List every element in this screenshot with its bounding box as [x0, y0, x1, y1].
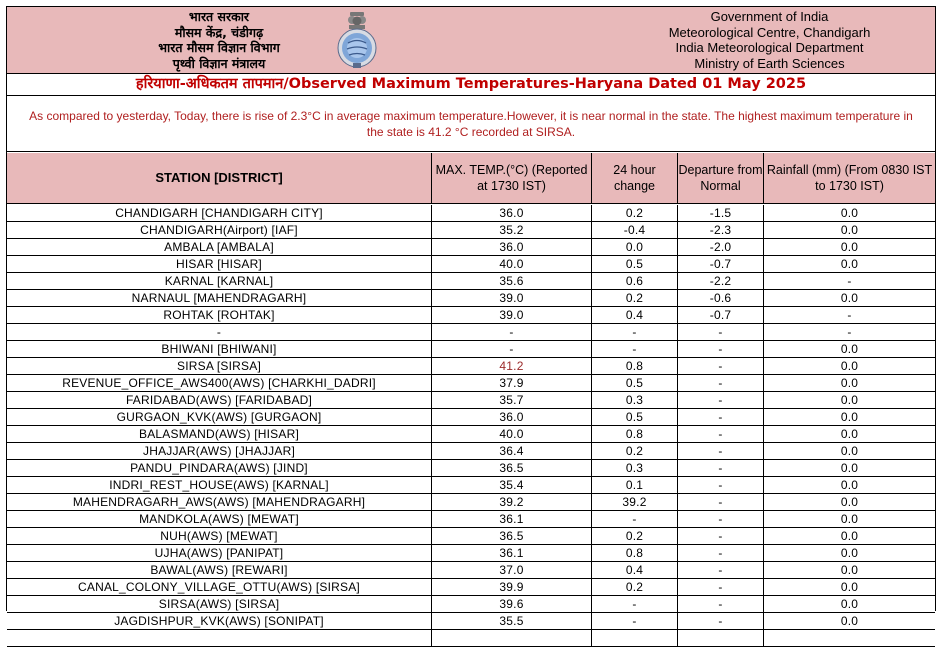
summary-text: As compared to yesterday, Today, there is rise of 2.3°C in average maximum temperature.However, it is near normal in the state. The highest maximum temperature in the state is 41.2 °C recorded at SIRSA.: [7, 96, 935, 152]
station-cell: PANDU_PINDARA(AWS) [JIND]: [7, 460, 432, 476]
table-row: [7, 256, 935, 273]
station-cell: CHANDIGARH [CHANDIGARH CITY]: [7, 205, 432, 221]
station-cell: MANDKOLA(AWS) [MEWAT]: [7, 511, 432, 527]
station-cell: [7, 630, 432, 646]
report-sheet: [6, 6, 936, 628]
departure-cell: -0.6: [678, 290, 764, 306]
table-row: [7, 477, 935, 494]
change-cell: 0.4: [592, 307, 678, 323]
max-temp-cell: 35.4: [432, 477, 592, 493]
column-header-rainfall: Rainfall (mm) (From 0830 IST to 1730 IST): [764, 153, 935, 204]
max-temp-cell: 35.2: [432, 222, 592, 238]
max-temp-cell: 39.0: [432, 290, 592, 306]
departure-cell: -0.7: [678, 307, 764, 323]
rainfall-cell: 0.0: [840, 512, 859, 526]
english-line: Ministry of Earth Sciences: [694, 55, 845, 71]
departure-cell: -: [678, 545, 764, 561]
column-header-24h-change: 24 hour change: [592, 153, 678, 204]
max-temp-cell: 39.2: [432, 494, 592, 510]
departure-cell: -0.7: [678, 256, 764, 272]
rainfall-cell: -: [847, 308, 852, 322]
table-row: [7, 392, 935, 409]
departure-cell: -1.5: [678, 205, 764, 221]
station-cell: JHAJJAR(AWS) [JHAJJAR]: [7, 443, 432, 459]
max-temp-cell: 36.4: [432, 443, 592, 459]
table-row: [7, 528, 935, 545]
station-cell: CHANDIGARH(Airport) [IAF]: [7, 222, 432, 238]
change-cell: -: [592, 596, 678, 612]
change-cell: -0.4: [592, 222, 678, 238]
change-cell: 0.3: [592, 392, 678, 408]
hindi-line: भारत सरकार: [188, 9, 250, 24]
departure-cell: -: [678, 477, 764, 493]
table-row: [7, 562, 935, 579]
english-line: Government of India: [710, 9, 829, 24]
station-cell: BALASMAND(AWS) [HISAR]: [7, 426, 432, 442]
table-row: [7, 341, 935, 358]
imd-emblem-icon: [333, 11, 381, 69]
max-temp-cell: 40.0: [432, 256, 592, 272]
rainfall-cell: 0.0: [840, 342, 859, 356]
rainfall-cell: 0.0: [840, 563, 859, 577]
station-cell: BHIWANI [BHIWANI]: [7, 341, 432, 357]
departure-cell: -: [678, 460, 764, 476]
change-cell: 0.4: [592, 562, 678, 578]
change-cell: 0.2: [592, 579, 678, 595]
rainfall-cell: 0.0: [840, 257, 859, 271]
departure-cell: -: [678, 528, 764, 544]
rainfall-cell: -: [847, 274, 852, 288]
station-cell: BAWAL(AWS) [REWARI]: [7, 562, 432, 578]
max-temp-cell: 40.0: [432, 426, 592, 442]
rainfall-cell: 0.0: [840, 529, 859, 543]
departure-cell: [678, 630, 764, 646]
rainfall-cell: 0.0: [840, 291, 859, 305]
rainfall-cell: 0.0: [840, 240, 859, 254]
change-cell: 0.5: [592, 409, 678, 425]
station-cell: HISAR [HISAR]: [7, 256, 432, 272]
rainfall-cell: 0.0: [840, 223, 859, 237]
station-cell: NUH(AWS) [MEWAT]: [7, 528, 432, 544]
departure-cell: -2.3: [678, 222, 764, 238]
departure-cell: -2.2: [678, 273, 764, 289]
change-cell: 0.5: [592, 256, 678, 272]
rainfall-cell: 0.0: [840, 206, 859, 220]
table-row: [7, 290, 935, 307]
station-cell: GURGAON_KVK(AWS) [GURGAON]: [7, 409, 432, 425]
table-row: [7, 545, 935, 562]
station-cell: SIRSA(AWS) [SIRSA]: [7, 596, 432, 612]
table-row: [7, 426, 935, 443]
departure-cell: -: [678, 494, 764, 510]
departure-cell: -: [678, 579, 764, 595]
column-header-max-temp: MAX. TEMP.(°C) (Reported at 1730 IST): [432, 153, 592, 204]
change-cell: -: [592, 511, 678, 527]
departure-cell: -: [678, 613, 764, 629]
max-temp-cell: 36.0: [432, 409, 592, 425]
max-temp-cell: 36.0: [432, 239, 592, 255]
table-row: [7, 460, 935, 477]
change-cell: 0.2: [592, 290, 678, 306]
table-row: [7, 494, 935, 511]
departure-cell: -: [678, 392, 764, 408]
table-row: [7, 613, 935, 630]
rainfall-cell: 0.0: [840, 546, 859, 560]
table-row: [7, 443, 935, 460]
station-cell: REVENUE_OFFICE_AWS400(AWS) [CHARKHI_DADRI]: [7, 375, 432, 391]
table-row: [7, 205, 935, 222]
max-temp-cell: 39.6: [432, 596, 592, 612]
station-cell: -: [7, 324, 432, 340]
departure-cell: -: [678, 511, 764, 527]
table-row: [7, 375, 935, 392]
station-cell: CANAL_COLONY_VILLAGE_OTTU(AWS) [SIRSA]: [7, 579, 432, 595]
hindi-department-block: [119, 9, 319, 71]
max-temp-cell: 36.5: [432, 460, 592, 476]
column-header-departure: Departure from Normal: [678, 153, 764, 204]
table-row: [7, 358, 935, 375]
table-row: [7, 239, 935, 256]
departure-cell: -: [678, 562, 764, 578]
rainfall-cell: 0.0: [840, 393, 859, 407]
max-temp-cell: 39.0: [432, 307, 592, 323]
column-header-station: STATION [DISTRICT]: [7, 153, 432, 204]
change-cell: [592, 630, 678, 646]
rainfall-cell: 0.0: [840, 478, 859, 492]
hindi-line: मौसम केंद्र, चंडीगढ़: [174, 24, 264, 40]
table-row: [7, 511, 935, 528]
report-header: [7, 7, 935, 74]
change-cell: 0.2: [592, 528, 678, 544]
rainfall-cell: [764, 630, 935, 646]
departure-cell: -: [678, 375, 764, 391]
departure-cell: -: [678, 409, 764, 425]
report-title: हरियाणा-अधिकतम तापमान/Observed Maximum Temperatures-Haryana Dated 01 May 2025: [7, 74, 935, 96]
english-department-block: [642, 9, 897, 71]
station-cell: FARIDABAD(AWS) [FARIDABAD]: [7, 392, 432, 408]
station-cell: UJHA(AWS) [PANIPAT]: [7, 545, 432, 561]
station-cell: NARNAUL [MAHENDRAGARH]: [7, 290, 432, 306]
change-cell: -: [592, 341, 678, 357]
english-line: Meteorological Centre, Chandigarh: [668, 24, 871, 40]
temperature-table-body: [7, 205, 935, 647]
change-cell: -: [592, 324, 678, 340]
rainfall-cell: 0.0: [840, 461, 859, 475]
rainfall-cell: 0.0: [840, 410, 859, 424]
change-cell: 0.8: [592, 426, 678, 442]
departure-cell: -: [678, 324, 764, 340]
rainfall-cell: 0.0: [840, 444, 859, 458]
english-line: India Meteorological Department: [675, 40, 864, 56]
change-cell: 0.8: [592, 545, 678, 561]
departure-cell: -: [678, 358, 764, 374]
departure-cell: -: [678, 426, 764, 442]
station-cell: AMBALA [AMBALA]: [7, 239, 432, 255]
max-temp-cell: 36.5: [432, 528, 592, 544]
station-cell: KARNAL [KARNAL]: [7, 273, 432, 289]
rainfall-cell: 0.0: [840, 427, 859, 441]
rainfall-cell: 0.0: [840, 359, 859, 373]
station-cell: JAGDISHPUR_KVK(AWS) [SONIPAT]: [7, 613, 432, 629]
max-temp-cell: 36.1: [432, 545, 592, 561]
station-cell: ROHTAK [ROHTAK]: [7, 307, 432, 323]
rainfall-cell: 0.0: [840, 376, 859, 390]
max-temp-cell: 36.1: [432, 511, 592, 527]
change-cell: -: [592, 613, 678, 629]
max-temp-cell: 35.5: [432, 613, 592, 629]
max-temp-cell: 35.6: [432, 273, 592, 289]
table-row: [7, 596, 935, 613]
station-cell: SIRSA [SIRSA]: [7, 358, 432, 374]
change-cell: 0.0: [592, 239, 678, 255]
table-row: [7, 409, 935, 426]
max-temp-cell: 39.9: [432, 579, 592, 595]
departure-cell: -: [678, 443, 764, 459]
table-row: [7, 579, 935, 596]
max-temp-cell: -: [432, 324, 592, 340]
max-temp-cell: 36.0: [432, 205, 592, 221]
max-temp-cell: 37.9: [432, 375, 592, 391]
change-cell: 0.8: [592, 358, 678, 374]
max-temp-cell: [432, 630, 592, 646]
change-cell: 0.5: [592, 375, 678, 391]
change-cell: 0.2: [592, 205, 678, 221]
rainfall-cell: 0.0: [840, 580, 859, 594]
max-temp-cell: 35.7: [432, 392, 592, 408]
table-row: [7, 307, 935, 324]
departure-cell: -2.0: [678, 239, 764, 255]
change-cell: 0.6: [592, 273, 678, 289]
change-cell: 0.2: [592, 443, 678, 459]
change-cell: 0.3: [592, 460, 678, 476]
table-row: [7, 222, 935, 239]
rainfall-cell: 0.0: [840, 614, 859, 628]
max-temp-cell: 41.2: [432, 358, 592, 374]
change-cell: 0.1: [592, 477, 678, 493]
table-row: [7, 273, 935, 290]
table-row: [7, 630, 935, 647]
rainfall-cell: 0.0: [840, 495, 859, 509]
departure-cell: -: [678, 596, 764, 612]
hindi-line: भारत मौसम विज्ञान विभाग: [158, 40, 280, 55]
max-temp-cell: -: [432, 341, 592, 357]
departure-cell: -: [678, 341, 764, 357]
rainfall-cell: 0.0: [840, 597, 859, 611]
table-row: [7, 324, 935, 341]
rainfall-cell: -: [847, 325, 852, 339]
station-cell: MAHENDRAGARH_AWS(AWS) [MAHENDRAGARH]: [7, 494, 432, 510]
hindi-line: पृथ्वी विज्ञान मंत्रालय: [172, 55, 266, 71]
change-cell: 39.2: [592, 494, 678, 510]
max-temp-cell: 37.0: [432, 562, 592, 578]
station-cell: INDRI_REST_HOUSE(AWS) [KARNAL]: [7, 477, 432, 493]
